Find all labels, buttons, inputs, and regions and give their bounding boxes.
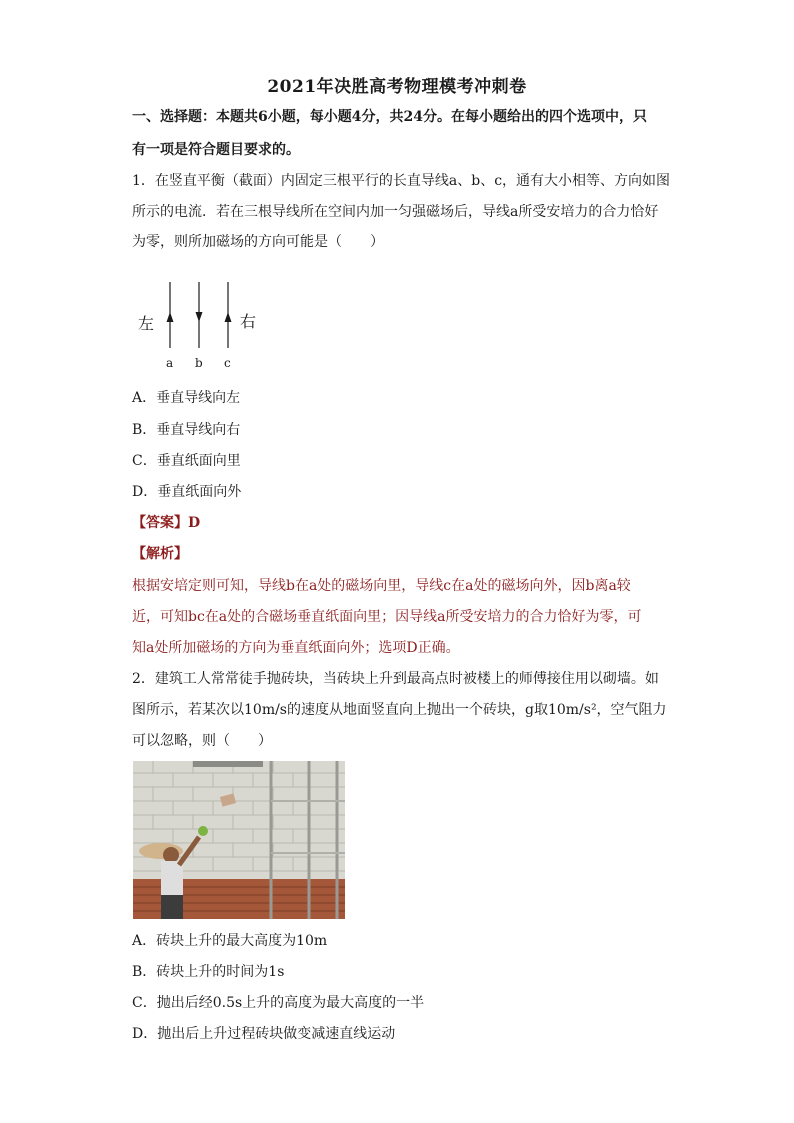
q2-stem-line-1: 2．建筑工人常常徒手抛砖块，当砖块上升到最高点时被楼上的师傅接住用以砌墙。如 bbox=[132, 671, 659, 687]
wire-label-c: c bbox=[224, 356, 231, 370]
q2-option-a: A．砖块上升的最大高度为10m bbox=[132, 933, 328, 949]
wire-b-arrow-down-icon bbox=[196, 312, 203, 322]
q2-stem-line-2: 图所示，若某次以10m/s的速度从地面竖直向上抛出一个砖块，g取10m/s²，空气阻力 bbox=[132, 702, 667, 718]
q1-analysis-label: 【解析】 bbox=[132, 546, 188, 562]
page-title: 2021年决胜高考物理模考冲刺卷 bbox=[267, 77, 527, 97]
wire-label-a: a bbox=[166, 356, 174, 370]
q1-analysis-line-3: 知a处所加磁场的方向为垂直纸面向外；选项D正确。 bbox=[132, 640, 460, 656]
section-heading-line-1: 一、选择题：本题共6小题，每小题4分，共24分。在每小题给出的四个选项中，只 bbox=[132, 109, 647, 125]
q1-analysis-line-2: 近，可知bc在a处的合磁场垂直纸面向里；因导线a所受安培力的合力恰好为零，可 bbox=[132, 609, 642, 625]
right-label: 右 bbox=[240, 312, 257, 331]
wire-a-arrow-up-icon bbox=[167, 312, 174, 322]
wire-diagram bbox=[132, 276, 272, 374]
q1-analysis-line-1: 根据安培定则可知，导线b在a处的磁场向里，导线c在a处的磁场向外，因b离a较 bbox=[132, 578, 631, 594]
q1-stem-line-2: 所示的电流．若在三根导线所在空间内加一匀强磁场后，导线a所受安培力的合力恰好 bbox=[132, 204, 659, 220]
q2-stem-line-3: 可以忽略，则（ ） bbox=[132, 733, 272, 749]
q2-option-b: B．砖块上升的时间为1s bbox=[132, 964, 285, 980]
left-label: 左 bbox=[138, 314, 155, 333]
section-heading-line-2: 有一项是符合题目要求的。 bbox=[132, 142, 300, 158]
brick-throw-photo bbox=[133, 761, 345, 919]
q1-answer: 【答案】D bbox=[132, 515, 201, 531]
q1-stem-line-3: 为零，则所加磁场的方向可能是（ ） bbox=[132, 234, 384, 250]
q1-option-d: D．垂直纸面向外 bbox=[132, 484, 242, 500]
q1-option-c: C．垂直纸面向里 bbox=[132, 453, 241, 469]
q1-stem-line-1: 1．在竖直平衡（截面）内固定三根平行的长直导线a、b、c，通有大小相等、方向如图 bbox=[132, 173, 671, 189]
wire-label-b: b bbox=[195, 356, 203, 370]
q2-option-d: D．抛出后上升过程砖块做变减速直线运动 bbox=[132, 1026, 396, 1042]
q1-option-a: A．垂直导线向左 bbox=[132, 390, 241, 406]
wire-c-arrow-up-icon bbox=[225, 312, 232, 322]
q1-option-b: B．垂直导线向右 bbox=[132, 422, 241, 438]
q2-option-c: C．抛出后经0.5s上升的高度为最大高度的一半 bbox=[132, 995, 425, 1011]
